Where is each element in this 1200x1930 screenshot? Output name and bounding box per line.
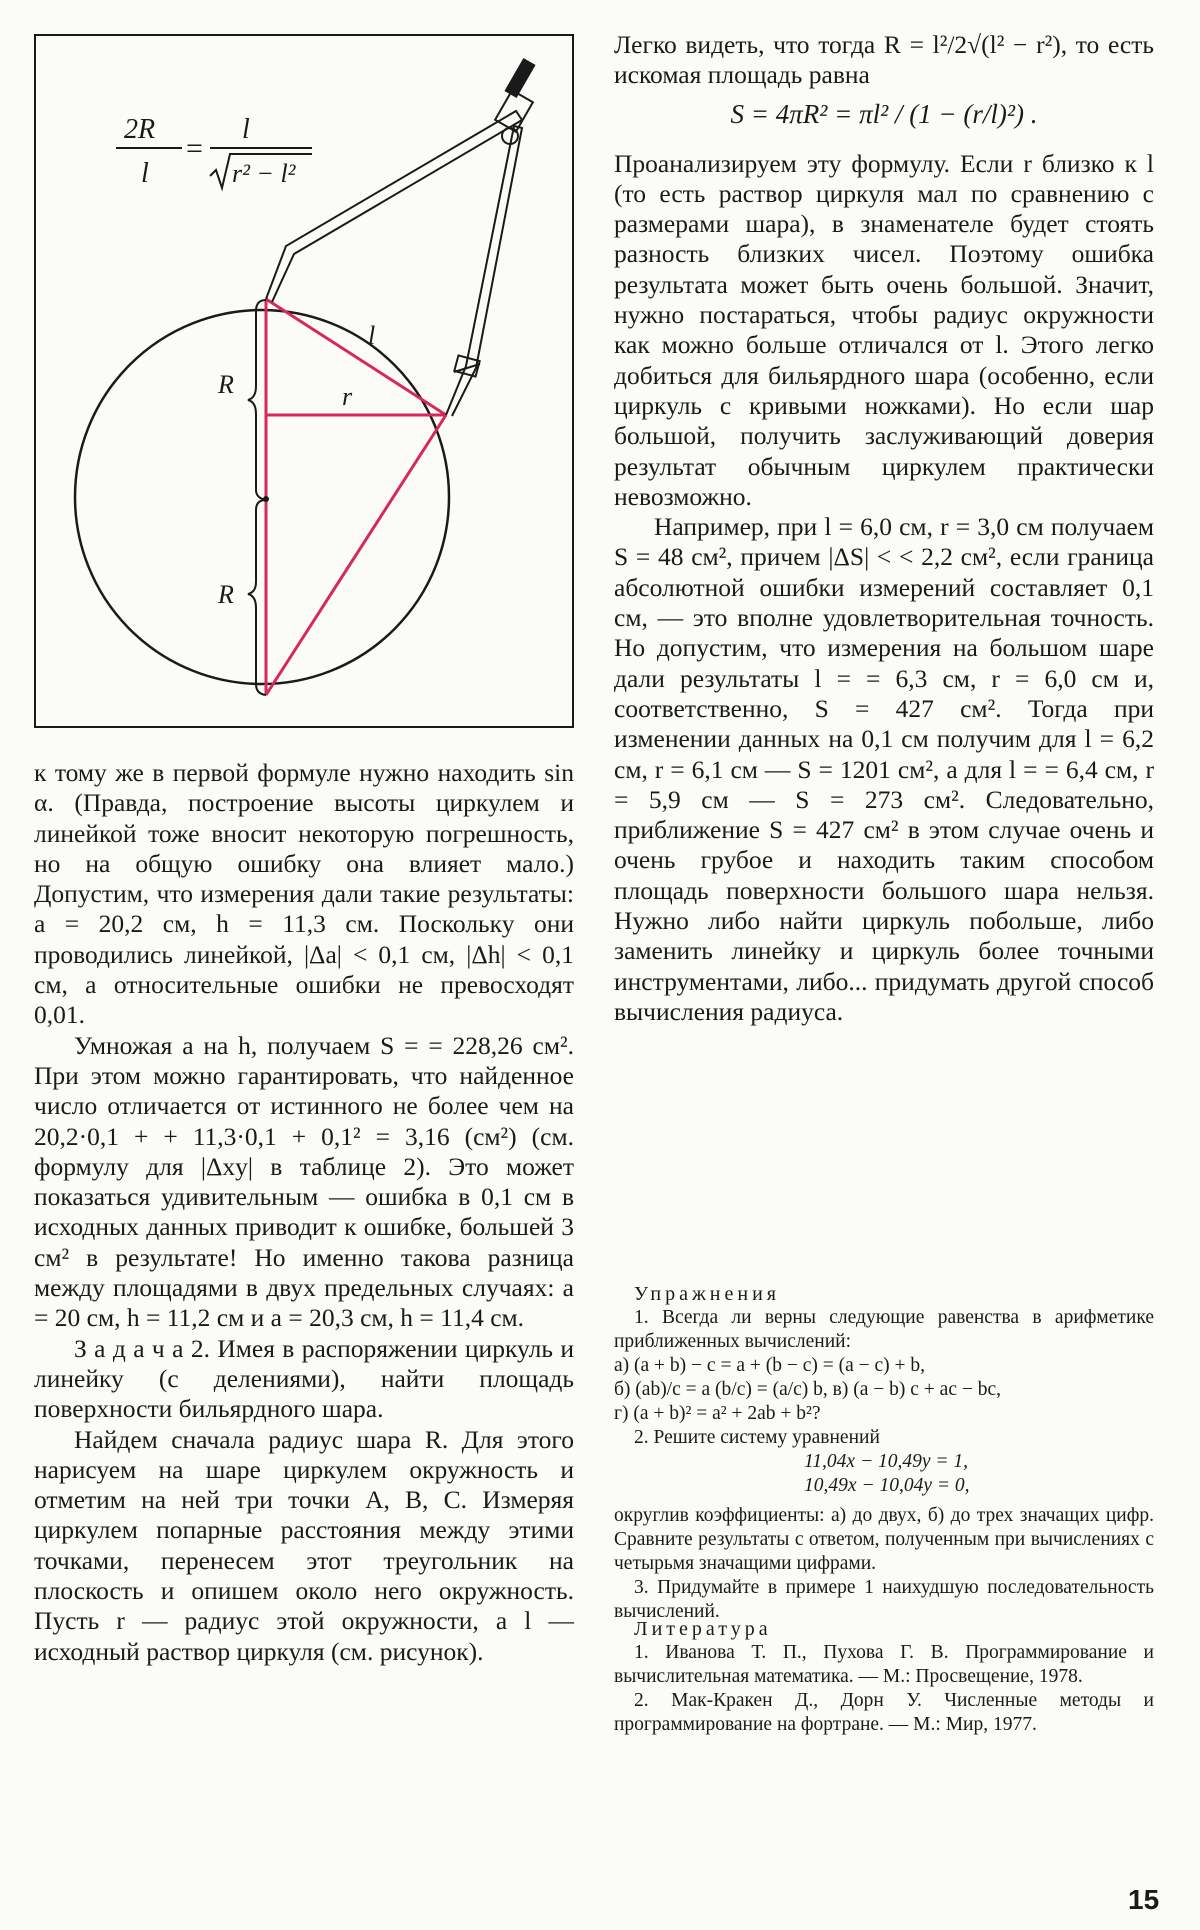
paragraph: Найдем сначала радиус шара R. Для этого нарисуем на шаре циркулем окружность и отметим на ней три точки A, B, C. Измеряя циркулем попарные расстояния между этими точками, перенесем этот треугольник на плоскость и опишем около него окружность. Пусть r — радиус этой окружности, а l — исходный раствор циркуля (см. рисунок). — [34, 1424, 574, 1666]
exercises-section — [614, 1268, 1154, 1624]
compass-diagram — [36, 36, 576, 730]
exercise-2-text: округлив коэффициенты: а) до двух, б) до трех значащих цифр. Сравните результаты с ответом, полученным при вычислениях с четырьмя значащими цифрами. — [614, 1505, 1154, 1574]
exercise-1a: а) (a + b) − c = a + (b − c) = (a − c) + b, — [614, 1355, 926, 1376]
paragraph: к тому же в первой формуле нужно находить sin α. (Правда, построение высоты циркулем и линейкой тоже вносит некоторую погрешность, но на общую ошибку она влияет мало.) Допустим, что измерения дали такие результаты: a = 20,2 см, h = 11,3 см. Поскольку они проводились линейкой, |Δa| < 0,1 см, |Δh| < 0,1 см, а относительные ошибки не превосходят 0,01. — [34, 758, 574, 1030]
paragraph: Например, при l = 6,0 см, r = 3,0 см получаем S = 48 см², причем |ΔS| < < 2,2 см², если граница абсолютной ошибки измерений составляет 0,1 см, — это вполне удовлетворительная точность. Но допустим, что измерения на большом шаре дали результаты l = = 6,3 см, r = 6,0 см и, соответственно, S = 427 см². Тогда при изменении данных на 0,1 см получим для l = 6,2 см, r = 6,1 см — S = 1201 см², а для l = = 6,4 см, r = 5,9 см — S = 273 см². Следовательно, приближение S = 427 см² в этом случае очень и очень грубое и находить таким способом площадь поверхности большого шара нельзя. Нужно либо найти циркуль побольше, либо заменить линейку и циркуль более точными инструментами, либо... придумать другой способ вычисления радиуса. — [614, 512, 1154, 1026]
svg-text:2R: 2R — [124, 114, 156, 145]
label-R-top: R — [218, 370, 234, 399]
exercise-3: 3. Придумайте в примере 1 наихудшую последовательность вычислений. — [614, 1577, 1154, 1622]
exercises-heading: Упражнения — [634, 1283, 780, 1305]
area-formula: S = 4πR² = πl² / (1 − (r/l)²) . — [730, 98, 1038, 129]
reference-1: 1. Иванова Т. П., Пухова Г. В. Программирование и вычислительная математика. — М.: Просвещение, 1978. — [614, 1642, 1154, 1687]
left-column — [34, 758, 574, 1667]
page-number: 15 — [1128, 1884, 1160, 1915]
svg-text:l: l — [141, 158, 149, 189]
label-r: r — [342, 382, 353, 411]
figure-formula — [116, 114, 312, 189]
exercise-2: 2. Решите систему уравнений — [634, 1427, 880, 1448]
exercise-1c: г) (a + b)² = a² + 2ab + b²? — [614, 1403, 821, 1424]
paragraph: Легко видеть, что тогда R = l²/2√(l² − r²), то есть искомая площадь равна — [614, 30, 1154, 90]
equation-2: 10,49x − 10,04y = 0, — [804, 1475, 970, 1496]
exercise-1: 1. Всегда ли верны следующие равенства в арифметике приближенных вычислений: — [614, 1307, 1154, 1352]
equation-1: 11,04x − 10,49y = 1, — [804, 1451, 969, 1472]
problem-2: З а д а ч а 2. Имея в распоряжении циркуль и линейку (с делениями), найти площадь поверхности бильярдного шара. — [34, 1333, 574, 1424]
figure-box — [34, 34, 574, 728]
paragraph: Проанализируем эту формулу. Если r близко к l (то есть раствор циркуля мал по сравнению с размерами шара), в знаменателе будет стоять разность близких чисел. Поэтому ошибка результата может быть очень большой. Значит, нужно постараться, чтобы радиус окружности как можно больше отличался от l. Этого легко добиться для бильярдного шара (особенно, если циркуль с кривыми ножками). Но если шар большой, получить заслуживающий доверия результат обычным циркулем практически невозможно. — [614, 148, 1154, 511]
paragraph: Умножая a на h, получаем S = = 228,26 см². При этом можно гарантировать, что найденное число отличается от истинного не более чем на 20,2·0,1 + + 11,3·0,1 + 0,1² = 3,16 (см²) (см. формулу для |Δxy| в таблице 2). Это может показаться удивительным — ошибка в 0,1 см в исходных данных приводит к ошибке, большей 3 см² в результате! Но именно такова разница между площадями в двух предельных случаях: a = 20 см, h = 11,2 см и a = 20,3 см, h = 11,4 см. — [34, 1030, 574, 1333]
exercise-1b: б) (ab)/c = a (b/c) = (a/c) b, в) (a − b) c + ac − bc, — [614, 1379, 1002, 1400]
construction-lines — [266, 299, 446, 695]
brace-R-bottom — [248, 500, 266, 695]
label-R-bottom: R — [218, 580, 234, 609]
svg-text:l: l — [242, 114, 250, 145]
literature-section — [614, 1617, 1154, 1737]
literature-heading: Литература — [634, 1618, 772, 1640]
svg-text:=: = — [186, 132, 203, 165]
reference-2: 2. Мак-Кракен Д., Дорн У. Численные методы и программирование на фортране. — М.: Мир, 1977. — [614, 1690, 1154, 1735]
svg-text:r² − l²: r² − l² — [232, 159, 296, 188]
right-column — [614, 30, 1154, 1027]
compass — [266, 59, 534, 416]
label-l: l — [368, 321, 376, 350]
sphere-center — [263, 496, 269, 502]
brace-R-top — [248, 300, 266, 500]
